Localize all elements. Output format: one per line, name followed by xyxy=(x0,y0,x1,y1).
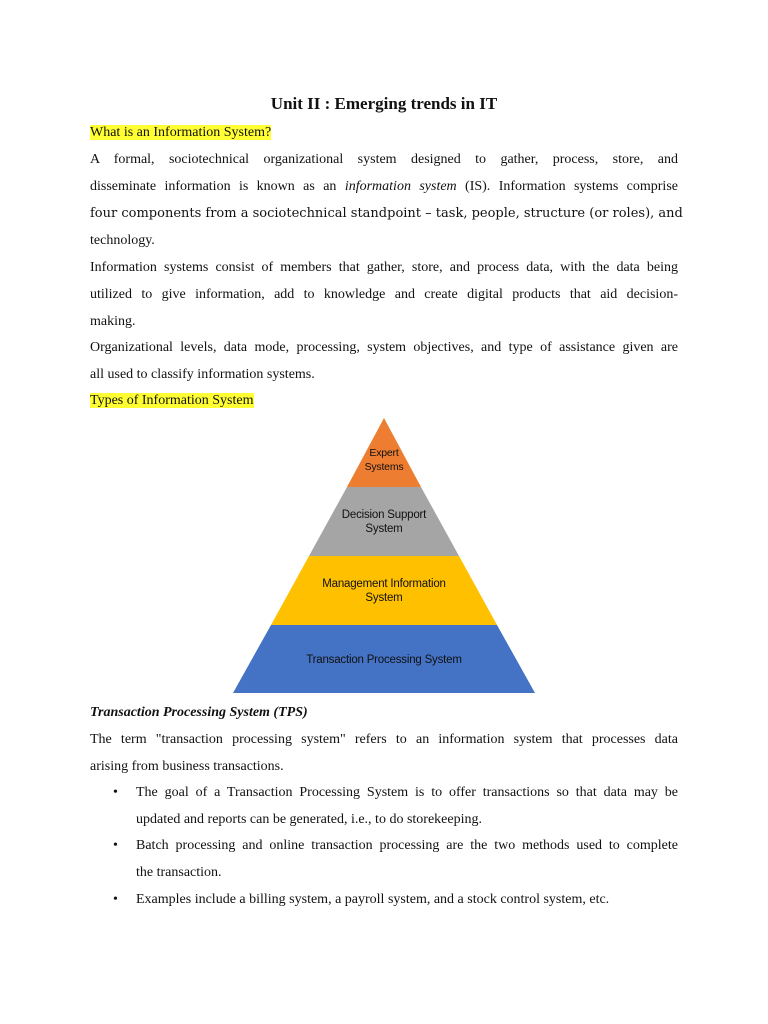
pyramid-label-tps xyxy=(274,653,494,667)
p3-line-1: Organizational levels, data mode, processing, system objectives, and type of assistance given are xyxy=(90,340,678,355)
pyramid-label-mis xyxy=(294,577,474,605)
p1-line-3: four components from a sociotechnical standpoint – task, people, structure (or roles), and xyxy=(90,206,683,221)
tps-intro-line-1: The term "transaction processing system" refers to an information system that processes data xyxy=(90,732,678,747)
p1-line-1: A formal, sociotechnical organizational system designed to gather, process, store, and xyxy=(90,152,678,167)
pyramid-label-tps-line1: Transaction Processing System xyxy=(306,654,462,666)
p1-line-2-a: disseminate information is known as an xyxy=(90,179,345,194)
pyramid-label-expert-line1: Expert xyxy=(369,447,399,459)
p2-line-3: making. xyxy=(90,314,136,329)
p2-line-1: Information systems consist of members that gather, store, and process data, with the data being xyxy=(90,260,678,275)
bullet-2-marker: • xyxy=(113,838,118,853)
pyramid-label-expert-line2: Systems xyxy=(364,461,404,473)
pyramid-label-mis-line2: System xyxy=(365,592,403,604)
pyramid-label-mis-line1: Management Information xyxy=(322,578,446,590)
highlighted-question: What is an Information System? xyxy=(90,125,272,140)
bullet-1-line-1: The goal of a Transaction Processing System is to offer transactions so that data may be xyxy=(136,785,678,800)
bullet-1-marker: • xyxy=(113,785,118,800)
page-title: Unit II : Emerging trends in IT xyxy=(270,94,498,113)
p3-line-2: all used to classify information systems. xyxy=(90,367,315,382)
tps-intro-line-2: arising from business transactions. xyxy=(90,759,284,774)
pyramid-label-dss-line1: Decision Support xyxy=(341,509,427,521)
pyramid-label-dss xyxy=(309,508,459,536)
pyramid-label-dss-line2: System xyxy=(365,523,403,535)
p2-line-2: utilized to give information, add to knowledge and create digital products that aid decision- xyxy=(90,287,678,302)
pyramid-label-expert xyxy=(334,446,434,474)
p1-line-2-c: (IS). Information systems comprise xyxy=(456,179,678,194)
bullet-3-marker: • xyxy=(113,892,118,907)
highlighted-types-heading: Types of Information System xyxy=(90,393,254,408)
bullet-1-line-2: updated and reports can be generated, i.e., to do storekeeping. xyxy=(136,812,482,827)
bullet-2-line-2: the transaction. xyxy=(136,865,222,880)
tps-heading: Transaction Processing System (TPS) xyxy=(90,705,308,720)
bullet-3-line-1: Examples include a billing system, a payroll system, and a stock control system, etc. xyxy=(136,892,610,907)
p1-line-2-italic-term: information system xyxy=(344,179,457,194)
bullet-2-line-1: Batch processing and online transaction processing are the two methods used to complete xyxy=(136,838,678,853)
p1-line-4: technology. xyxy=(90,233,155,248)
